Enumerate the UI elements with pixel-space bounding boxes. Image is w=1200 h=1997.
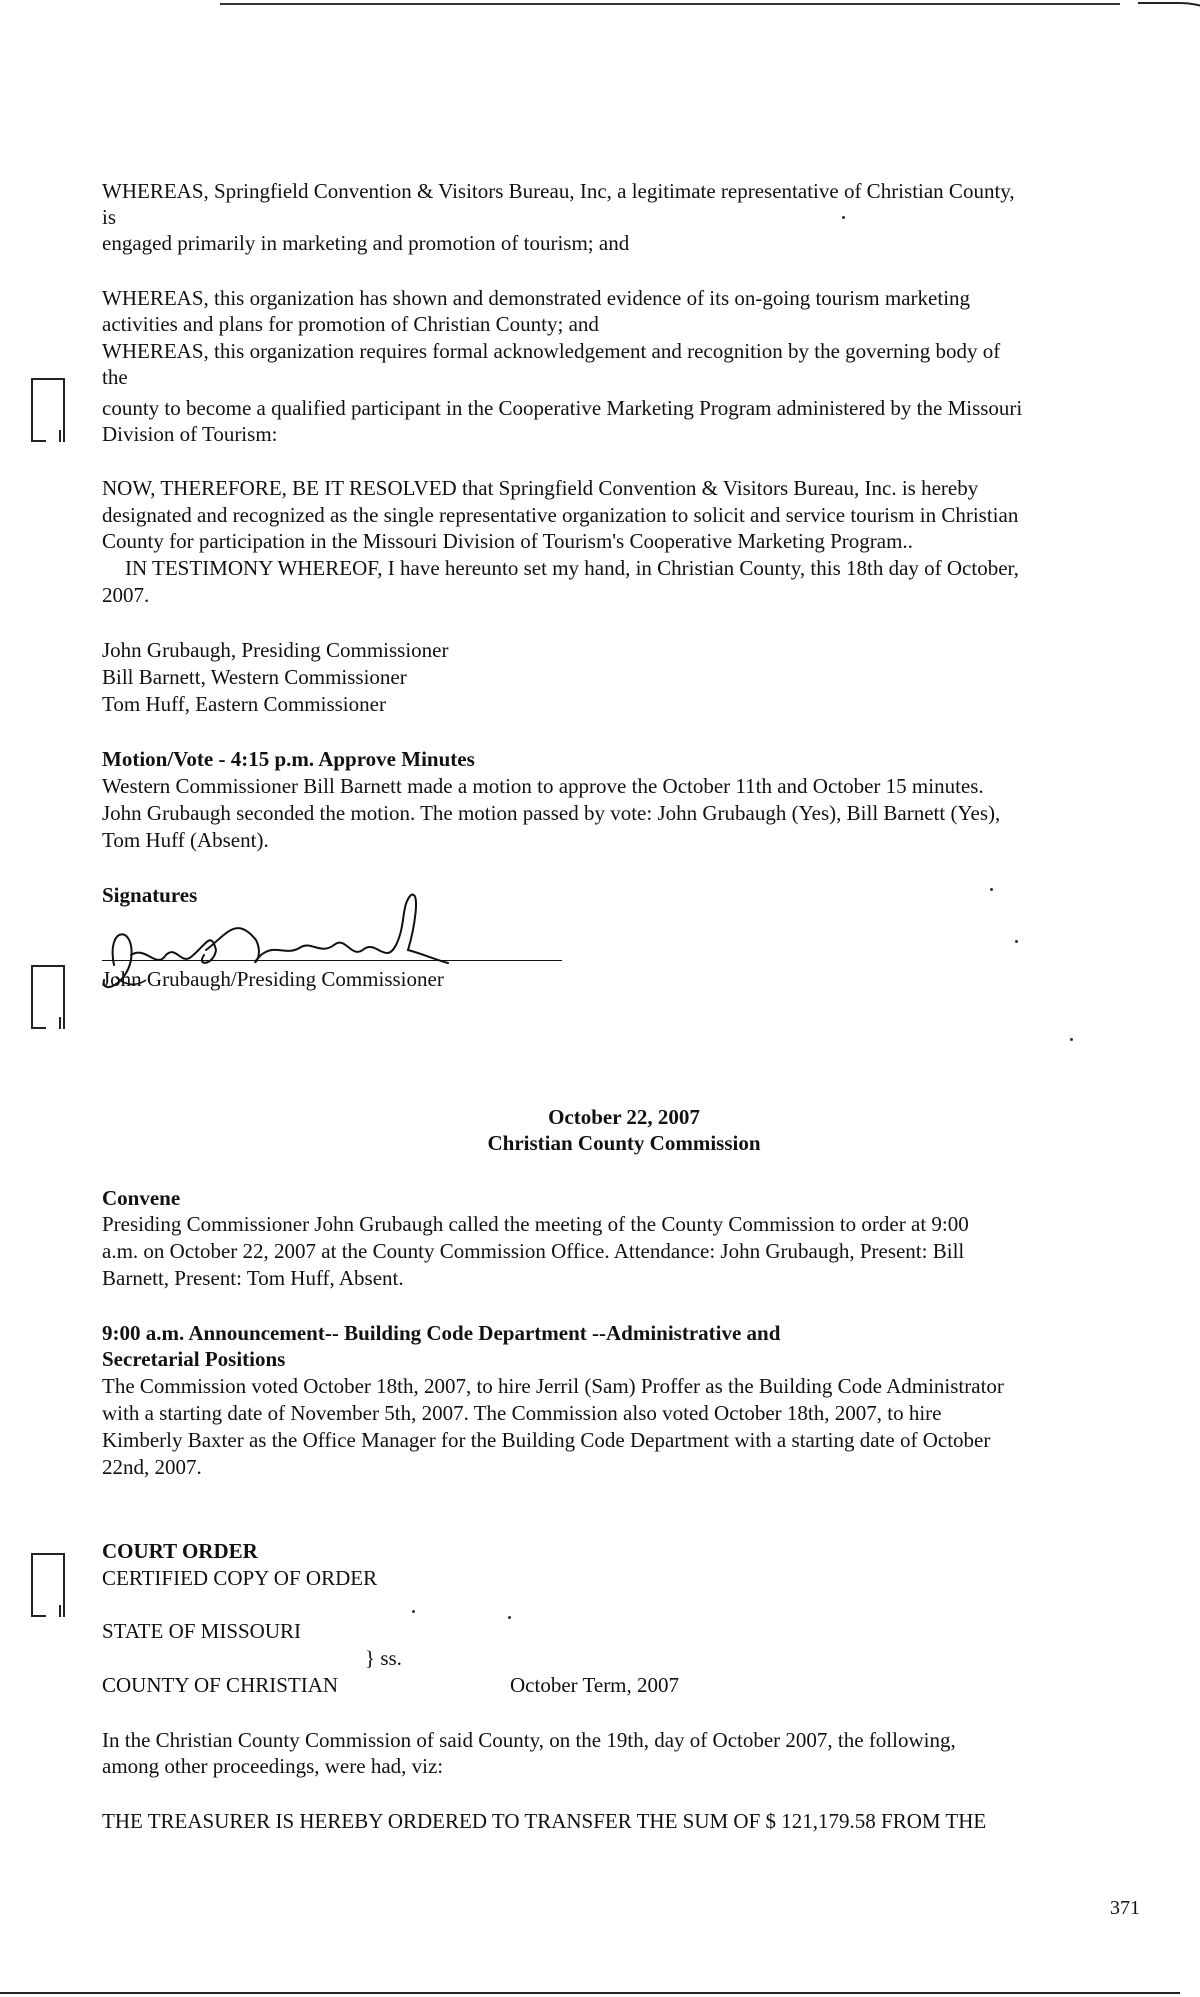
term-label: October Term, 2007 [510, 1673, 680, 1697]
whereas-2-line-2: activities and plans for promotion of Christian County; and [102, 312, 599, 336]
bottom-edge-line [0, 1992, 1180, 1994]
convene-line-2: a.m. on October 22, 2007 at the County Commission Office. Attendance: John Grubaugh, Present: Bill [102, 1239, 965, 1263]
commissioner-line: Tom Huff, Eastern Commissioner [102, 692, 386, 716]
testimony-line-2: 2007. [102, 583, 150, 607]
state-label: STATE OF MISSOURI [102, 1619, 302, 1643]
punch-hole-bracket-tick [59, 430, 61, 442]
announcement-line-1: The Commission voted October 18th, 2007, to hire Jerril (Sam) Proffer as the Building Code Administrator [102, 1374, 1004, 1398]
certified-copy-label: CERTIFIED COPY OF ORDER [102, 1566, 378, 1590]
court-order-heading: COURT ORDER [102, 1539, 258, 1563]
whereas-1-line-1: WHEREAS, Springfield Convention & Visitors Bureau, Inc, a legitimate representative of Christian County, [102, 179, 1015, 203]
convene-line-3: Barnett, Present: Tom Huff, Absent. [102, 1266, 404, 1290]
whereas-3-line-3: county to become a qualified participant in the Cooperative Marketing Program administered by the Missouri [102, 396, 1023, 420]
punch-hole-bracket-tick [59, 1605, 61, 1617]
announcement-line-2: with a starting date of November 5th, 2007. The Commission also voted October 18th, 2007, to hire [102, 1401, 942, 1425]
scan-speck [842, 216, 845, 219]
ss-label: } ss. [365, 1646, 402, 1670]
scan-speck [1015, 940, 1018, 943]
transfer-order-line: THE TREASURER IS HEREBY ORDERED TO TRANSFER THE SUM OF $ 121,179.58 FROM THE [102, 1809, 987, 1833]
announcement-line-4: 22nd, 2007. [102, 1455, 202, 1479]
signatures-heading: Signatures [102, 883, 198, 907]
top-edge-line [220, 3, 1120, 5]
whereas-1-line-3: engaged primarily in marketing and promotion of tourism; and [102, 231, 630, 255]
scan-speck [412, 1610, 415, 1613]
signature-caption: John Grubaugh/Presiding Commissioner [102, 967, 444, 991]
county-label: COUNTY OF CHRISTIAN [102, 1673, 339, 1697]
page-number: 371 [1110, 1897, 1140, 1919]
announcement-heading-line-1: 9:00 a.m. Announcement-- Building Code Department --Administrative and [102, 1321, 781, 1345]
scan-speck [1070, 1038, 1073, 1041]
punch-hole-bracket-foot [31, 440, 46, 442]
convene-heading: Convene [102, 1186, 181, 1210]
whereas-3-line-4: Division of Tourism: [102, 422, 278, 446]
session-date: October 22, 2007 [548, 1105, 700, 1129]
session-body: Christian County Commission [487, 1131, 761, 1155]
resolved-line-2: designated and recognized as the single representative organization to solicit and service tourism in Christian [102, 503, 1019, 527]
motion-line-2: John Grubaugh seconded the motion. The motion passed by vote: John Grubaugh (Yes), Bill Barnett (Yes), [102, 801, 1001, 825]
proceedings-line-2: among other proceedings, were had, viz: [102, 1754, 444, 1778]
resolved-line-3: County for participation in the Missouri Division of Tourism's Cooperative Marketing Program.. [102, 529, 913, 553]
commissioner-line: Bill Barnett, Western Commissioner [102, 665, 407, 689]
motion-line-3: Tom Huff (Absent). [102, 828, 269, 852]
whereas-3-line-2: the [102, 365, 128, 389]
whereas-3-line-1: WHEREAS, this organization requires formal acknowledgement and recognition by the governing body of [102, 339, 1001, 363]
resolved-line-1: NOW, THEREFORE, BE IT RESOLVED that Springfield Convention & Visitors Bureau, Inc. is hereby [102, 476, 979, 500]
punch-hole-bracket-foot [31, 1027, 46, 1029]
scan-speck [508, 1616, 511, 1619]
whereas-1-line-2: is [102, 205, 117, 229]
proceedings-line-1: In the Christian County Commission of said County, on the 19th, day of October 2007, the following, [102, 1728, 956, 1752]
signature-line [102, 960, 562, 961]
motion-line-1: Western Commissioner Bill Barnett made a motion to approve the October 11th and October 15 minutes. [102, 774, 984, 798]
commissioner-line: John Grubaugh, Presiding Commissioner [102, 638, 449, 662]
top-right-page-curl [1138, 2, 1200, 114]
motion-heading: Motion/Vote - 4:15 p.m. Approve Minutes [102, 747, 475, 771]
testimony-line-1: IN TESTIMONY WHEREOF, I have hereunto set my hand, in Christian County, this 18th day of October, [125, 556, 1019, 580]
punch-hole-bracket-tick [59, 1017, 61, 1029]
convene-line-1: Presiding Commissioner John Grubaugh called the meeting of the County Commission to order at 9:00 [102, 1212, 969, 1236]
whereas-2-line-1: WHEREAS, this organization has shown and demonstrated evidence of its on-going tourism marketing [102, 286, 971, 310]
announcement-heading-line-2: Secretarial Positions [102, 1347, 286, 1371]
scan-speck [990, 888, 993, 891]
announcement-line-3: Kimberly Baxter as the Office Manager for the Building Code Department with a starting date of October [102, 1428, 991, 1452]
punch-hole-bracket-foot [31, 1615, 46, 1617]
